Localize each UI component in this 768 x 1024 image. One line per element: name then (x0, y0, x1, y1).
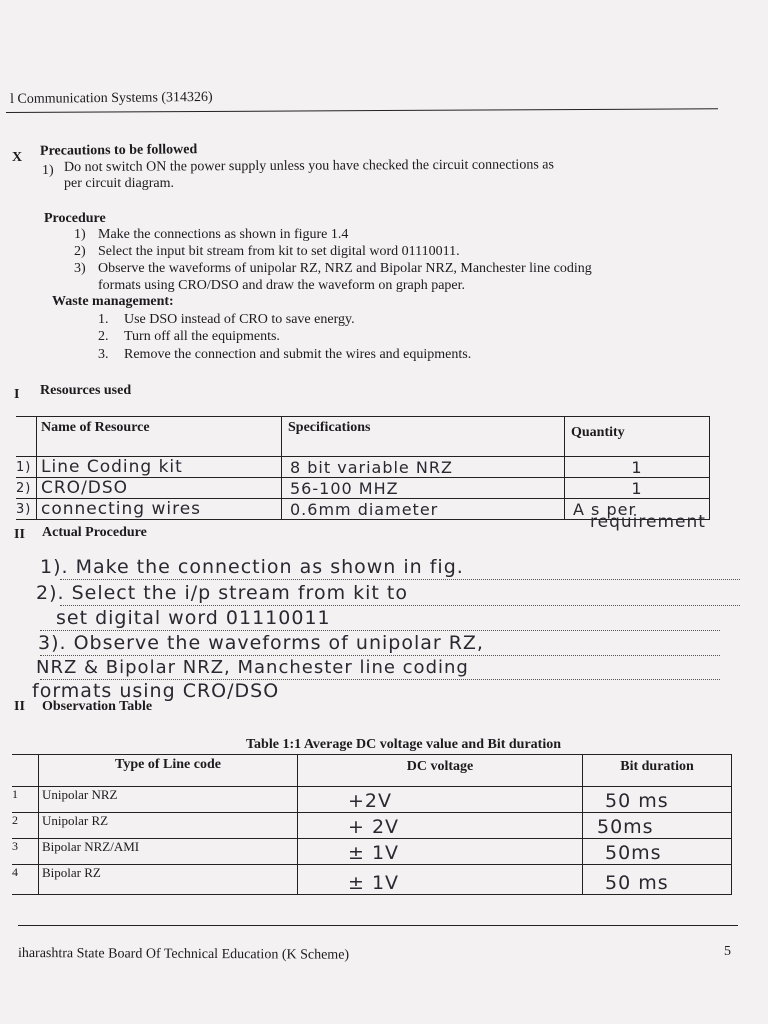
resources-row-2-name: CRO/DSO (37, 478, 282, 499)
procedure-step-3-continued: formats using CRO/DSO and draw the waveform on graph paper. (98, 278, 466, 293)
resources-row-2-qty: 1 (565, 478, 710, 499)
procedure-step-1: Make the connections as shown in figure 1.4 (98, 227, 349, 242)
actual-procedure-heading: Actual Procedure (42, 525, 147, 540)
footer-rule (18, 925, 738, 926)
waste-management-heading: Waste management: (52, 294, 174, 309)
writing-line-1 (60, 579, 740, 580)
observation-row-2-bit: 50ms (583, 813, 732, 839)
observation-row-3 (12, 839, 732, 865)
observation-row-1-bit: 50 ms (583, 787, 732, 813)
resources-row-1-name: Line Coding kit (37, 457, 282, 478)
resources-row-3-spec: 0.6mm diameter (282, 499, 565, 520)
observation-row-3-type: Bipolar NRZ/AMI (39, 839, 298, 865)
actual-procedure-line-6: formats using CRO/DSO (32, 680, 280, 702)
observation-row-4 (12, 865, 732, 895)
observation-row-2 (12, 813, 732, 839)
waste-item-2-number: 2. (98, 329, 109, 344)
writing-line-3 (40, 630, 720, 631)
resources-header-row (16, 417, 710, 457)
precaution-1-line-2: per circuit diagram. (64, 176, 175, 191)
resources-section-mark: I (14, 387, 20, 402)
waste-item-3: Remove the connection and submit the wires and equipments. (124, 347, 472, 362)
observation-row-4-number: 4 (12, 865, 39, 895)
resources-col-quantity: Quantity (565, 417, 710, 457)
observation-heading: Observation Table (42, 699, 153, 714)
waste-item-2: Turn off all the equipments. (124, 329, 280, 344)
resources-row-2-number: 2) (16, 478, 37, 499)
waste-item-1-number: 1. (98, 312, 109, 327)
actual-procedure-line-2: 2). Select the i/p stream from kit to (36, 582, 408, 604)
observation-row-2-dc: + 2V (298, 813, 583, 839)
observation-section-mark: II (14, 699, 25, 714)
actual-procedure-line-3: set digital word 01110011 (56, 607, 331, 629)
procedure-step-1-number: 1) (74, 227, 86, 242)
writing-line-2 (60, 605, 740, 606)
waste-item-1: Use DSO instead of CRO to save energy. (124, 312, 355, 327)
precaution-1-line-1: Do not switch ON the power supply unless you have checked the circuit connections as (64, 157, 554, 175)
observation-row-3-bit: 50ms (583, 839, 732, 865)
resources-row-3-number: 3) (16, 499, 37, 520)
precautions-section-mark: X (12, 150, 23, 165)
resources-row-3-qty: A s per (565, 499, 710, 520)
resources-row-1-spec: 8 bit variable NRZ (282, 457, 565, 478)
actual-procedure-line-1: 1). Make the connection as shown in fig. (40, 556, 464, 578)
observation-row-3-number: 3 (12, 839, 39, 865)
resources-row-3-name: connecting wires (37, 499, 282, 520)
procedure-heading: Procedure (44, 211, 106, 226)
observation-table (12, 754, 732, 895)
procedure-step-3-number: 3) (74, 261, 86, 276)
page-number: 5 (724, 944, 731, 959)
actual-procedure-section-mark: II (14, 527, 25, 542)
precaution-1-number: 1) (42, 163, 54, 178)
precautions-heading: Precautions to be followed (39, 142, 198, 159)
header-rule (6, 108, 718, 113)
observation-col-dc-voltage: DC voltage (298, 755, 583, 787)
observation-row-4-dc: ± 1V (298, 865, 583, 895)
observation-row-1-dc: +2V (298, 787, 583, 813)
resources-row-3-qty-overflow: requirement (590, 512, 706, 532)
observation-row-4-bit: 50 ms (583, 865, 732, 895)
resources-col-specifications: Specifications (282, 417, 565, 457)
waste-item-3-number: 3. (98, 347, 109, 362)
observation-col-type: Type of Line code (39, 755, 298, 787)
resources-row-1-number: 1) (16, 457, 37, 478)
procedure-step-2: Select the input bit stream from kit to set digital word 01110011. (98, 244, 460, 259)
footer-text: iharashtra State Board Of Technical Education (K Scheme) (17, 946, 350, 963)
observation-row-4-type: Bipolar RZ (39, 865, 298, 895)
resources-heading: Resources used (40, 383, 132, 398)
observation-table-title: Table 1:1 Average DC voltage value and Bit duration (246, 737, 562, 752)
course-title: l Communication Systems (314326) (10, 89, 213, 107)
observation-row-2-number: 2 (12, 813, 39, 839)
resources-row-1-qty: 1 (565, 457, 710, 478)
observation-row-1-type: Unipolar NRZ (39, 787, 298, 813)
observation-row-3-dc: ± 1V (298, 839, 583, 865)
actual-procedure-line-4: 3). Observe the waveforms of unipolar RZ, (38, 632, 484, 654)
observation-header-row (12, 755, 732, 787)
observation-row-2-type: Unipolar RZ (39, 813, 298, 839)
actual-procedure-line-5: NRZ & Bipolar NRZ, Manchester line coding (36, 657, 469, 678)
procedure-step-2-number: 2) (74, 244, 86, 259)
resources-table (16, 416, 710, 520)
resources-col-name: Name of Resource (37, 417, 282, 457)
observation-row-1 (12, 787, 732, 813)
resources-row-2-spec: 56-100 MHZ (282, 478, 565, 499)
resources-row-1 (16, 457, 710, 478)
writing-line-4 (40, 655, 720, 656)
procedure-step-3: Observe the waveforms of unipolar RZ, NRZ and Bipolar NRZ, Manchester line coding (98, 261, 592, 276)
resources-row-2 (16, 478, 710, 499)
observation-col-bit-duration: Bit duration (583, 755, 732, 787)
observation-row-1-number: 1 (12, 787, 39, 813)
